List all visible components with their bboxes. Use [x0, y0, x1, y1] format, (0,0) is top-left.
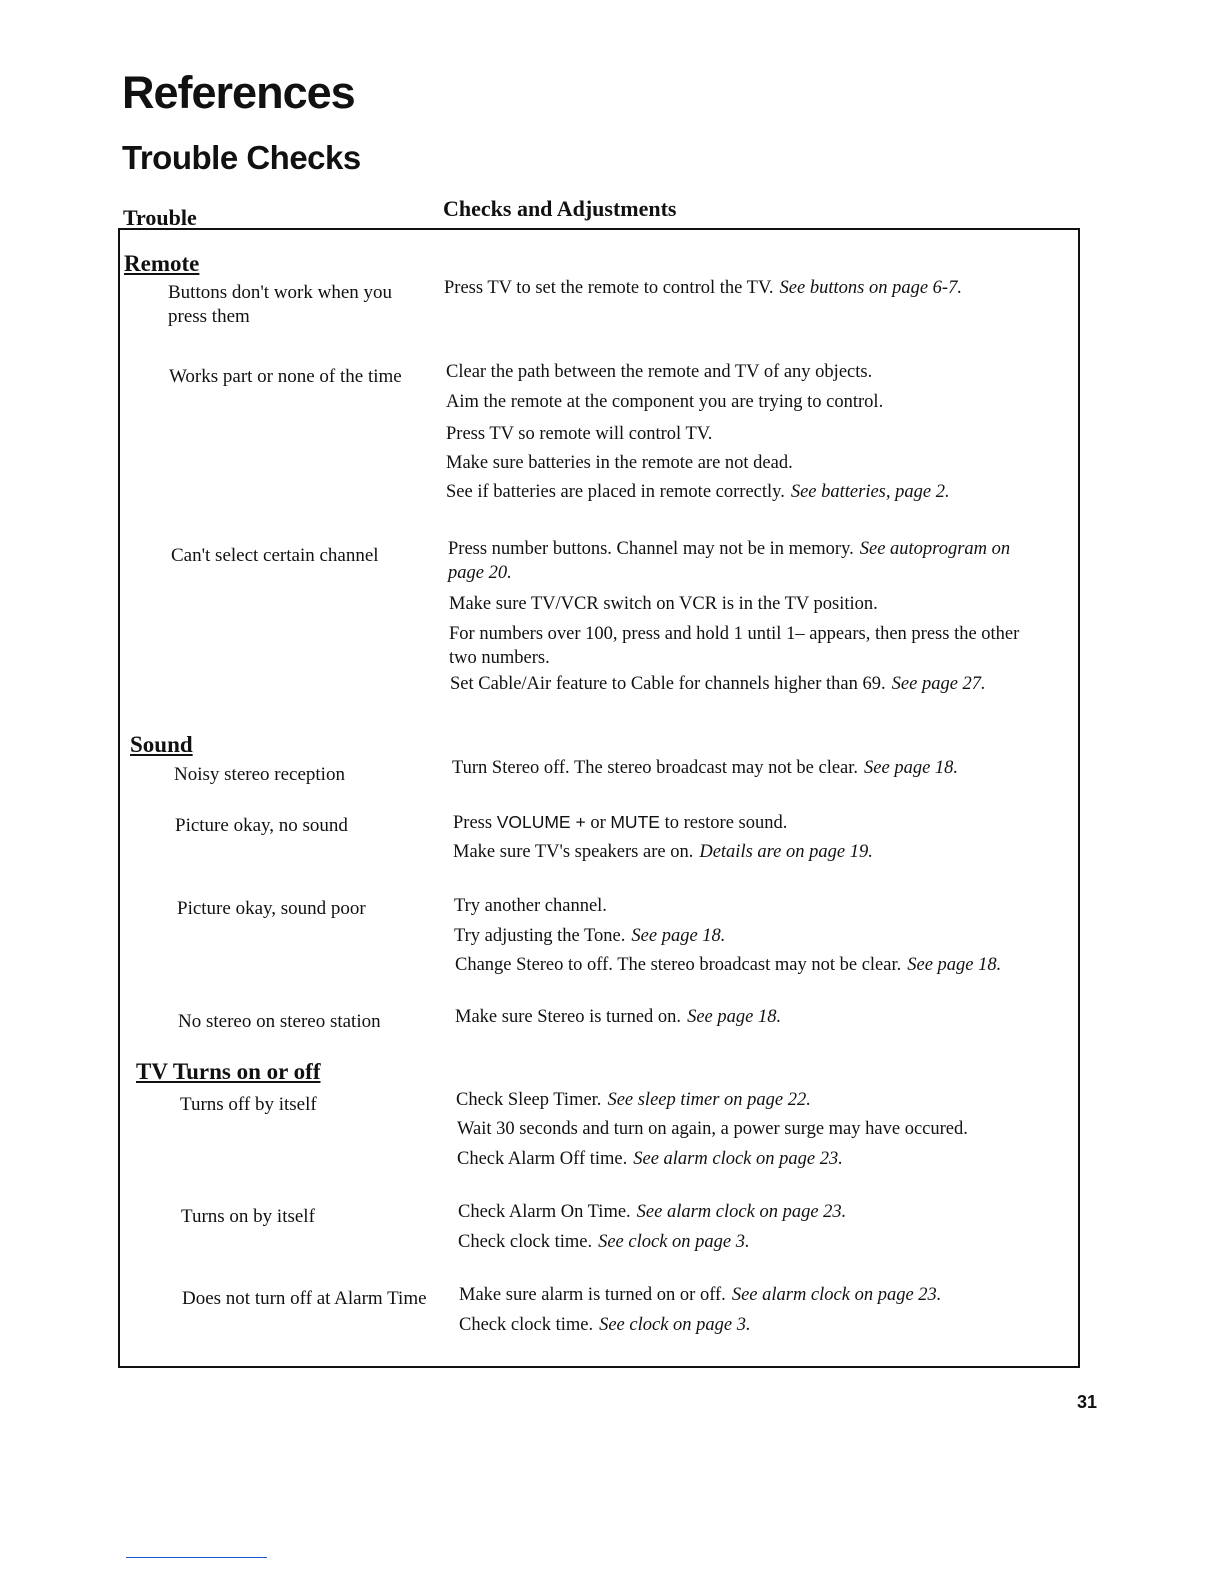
check-reference: See buttons on page 6-7.: [779, 278, 962, 298]
trouble-works-part: Works part or none of the time: [169, 366, 402, 387]
check-item: Aim the remote at the component you are trying to control.: [446, 392, 884, 412]
check-item: [456, 1088, 1056, 1112]
check-item: [459, 1313, 1059, 1337]
trouble-alarm-time: Does not turn off at Alarm Time: [182, 1288, 427, 1309]
check-item: Make sure batteries in the remote are not dead.: [446, 453, 793, 473]
check-reference: See clock on page 3.: [598, 1232, 750, 1252]
check-item: [453, 840, 1053, 864]
footer-rule: [126, 1557, 267, 1558]
check-reference: See sleep timer on page 22.: [607, 1090, 811, 1110]
check-text: Try adjusting the Tone.: [454, 926, 626, 946]
page-number: 31: [1077, 1392, 1098, 1412]
check-text: Check Alarm Off time.: [457, 1149, 628, 1169]
check-item: [459, 1283, 1059, 1307]
check-reference: See alarm clock on page 23.: [731, 1285, 942, 1305]
trouble-no-stereo: No stereo on stereo station: [178, 1011, 381, 1032]
check-item: [458, 1230, 1058, 1254]
trouble-buttons-dont-work: Buttons don't work when you press them: [168, 282, 393, 327]
check-text: Turn Stereo off. The stereo broadcast may not be clear.: [452, 758, 859, 778]
page-subheading: Trouble Checks: [122, 139, 361, 176]
check-item: [455, 1005, 1055, 1029]
checks-column-header: Checks and Adjustments: [443, 196, 677, 221]
trouble-cant-select-channel: Can't select certain channel: [171, 545, 379, 566]
check-text: Check Sleep Timer.: [456, 1090, 602, 1110]
check-item: [454, 924, 1054, 948]
check-item: [444, 276, 1044, 300]
check-reference: See page 18.: [907, 955, 1002, 975]
mute-label: MUTE: [610, 812, 660, 832]
section-title-tv-power: TV Turns on or off: [136, 1059, 321, 1084]
check-item: [452, 756, 1052, 780]
check-text: Press TV to set the remote to control the TV.: [444, 278, 774, 298]
check-text: Make sure alarm is turned on or off.: [459, 1285, 726, 1305]
check-item: Make sure TV/VCR switch on VCR is in the TV position.: [449, 594, 878, 614]
trouble-turns-off: Turns off by itself: [180, 1094, 317, 1115]
section-title-sound: Sound: [130, 732, 193, 757]
check-reference: See autoprogram on page 20.: [448, 539, 1011, 583]
trouble-turns-on: Turns on by itself: [181, 1206, 315, 1227]
check-text: Press number buttons. Channel may not be in memory.: [448, 539, 854, 559]
check-reference: Details are on page 19.: [699, 842, 873, 862]
check-item: [446, 480, 1046, 504]
check-item: [458, 1200, 1058, 1224]
trouble-no-sound: Picture okay, no sound: [175, 815, 348, 836]
check-text: Make sure Stereo is turned on.: [455, 1007, 682, 1027]
section-title-remote: Remote: [124, 251, 200, 276]
check-reference: See clock on page 3.: [599, 1315, 751, 1335]
check-text: Press: [453, 813, 493, 833]
check-item: Clear the path between the remote and TV of any objects.: [446, 362, 873, 382]
check-reference: See page 18.: [687, 1007, 782, 1027]
check-item: [457, 1147, 1057, 1171]
check-text: Set Cable/Air feature to Cable for channels higher than 69.: [450, 674, 886, 694]
check-item: Wait 30 seconds and turn on again, a power surge may have occured.: [457, 1119, 968, 1139]
check-reference: See alarm clock on page 23.: [633, 1149, 843, 1169]
check-reference: See alarm clock on page 23.: [636, 1202, 847, 1222]
check-text: See if batteries are placed in remote correctly.: [446, 482, 785, 502]
check-text: Check clock time.: [458, 1232, 593, 1252]
check-item: [455, 953, 1055, 977]
check-item: For numbers over 100, press and hold 1 until 1– appears, then press the other two numbers.: [449, 624, 1020, 668]
trouble-noisy-stereo: Noisy stereo reception: [174, 764, 345, 785]
volume-up-label: VOLUME +: [496, 812, 586, 832]
trouble-sound-poor: Picture okay, sound poor: [177, 898, 366, 919]
check-reference: See batteries, page 2.: [790, 482, 950, 502]
check-text: Check Alarm On Time.: [458, 1202, 631, 1222]
check-text: Change Stereo to off. The stereo broadcast may not be clear.: [455, 955, 902, 975]
trouble-column-header: Trouble: [123, 205, 197, 230]
check-text: Check clock time.: [459, 1315, 594, 1335]
check-item: [450, 672, 1050, 696]
page-heading: References: [122, 67, 355, 118]
check-text: to restore sound.: [664, 813, 788, 833]
check-text: Make sure TV's speakers are on.: [453, 842, 694, 862]
check-text: or: [590, 813, 606, 833]
check-reference: See page 18.: [631, 926, 726, 946]
check-reference: See page 18.: [864, 758, 959, 778]
check-item: Press TV so remote will control TV.: [446, 424, 713, 444]
check-reference: See page 27.: [891, 674, 986, 694]
check-item: Try another channel.: [454, 896, 607, 916]
check-item: [448, 537, 1048, 585]
check-item: [453, 810, 1053, 835]
